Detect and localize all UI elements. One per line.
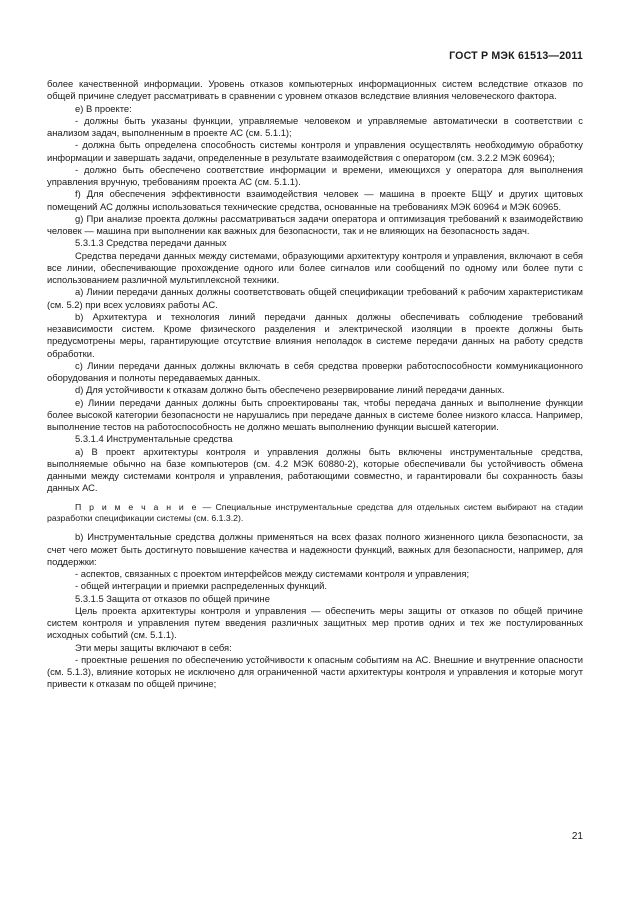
paragraph: - аспектов, связанных с проектом интерфейсов между системами контроля и управления; xyxy=(75,568,470,580)
paragraph: Цель проекта архитектуры контроля и управления — обеспечить меры защиты от отказов по общей причине систем контроля и управления путем введения различных защитных мер против одних и тех же постулированных исходных событий (см. 5.1.1). xyxy=(47,604,583,641)
paragraph: f) Для обеспечения эффективности взаимодействия человек — машина в проекте БЩУ и других щитовых помещений АС должны использоваться технические средства, основанные на требованиях МЭК 60964 и МЭК 60965. xyxy=(47,188,583,212)
paragraph: а) Линии передачи данных должны соответствовать общей спецификации требований к рабочим характеристикам (см. 5.2) при всех условиях работы АС. xyxy=(47,286,583,310)
paragraph: с) Линии передачи данных должны включать в себя средства проверки работоспособности коммуникационного оборудования и полноты передаваемых данных. xyxy=(47,359,583,383)
page-header: ГОСТ Р МЭК 61513—2011 xyxy=(449,50,583,62)
note xyxy=(47,502,583,525)
paragraph: - должны быть указаны функции, управляемые человеком и управляемые автоматически в соответствии с анализом задач, выполненным в проекте АС (см. 5.1.1); xyxy=(47,114,583,138)
paragraph: - общей интеграции и приемки распределенных функций. xyxy=(75,580,327,592)
page-number: 21 xyxy=(571,831,583,842)
paragraph: Средства передачи данных между системами, образующими архитектуру контроля и управления, включают в себя все линии, обеспечивающие прохождение одного или более сигналов или сообщений по одному или более пути с использованием различной мультиплексной техники. xyxy=(47,249,583,285)
paragraph: - проектные решения по обеспечению устойчивости к опасным событиям на АС. Внешние и внутренние опасности (см. 5.1.3), влияние которых не исключено для ограниченной части архитектуры контроля и управления и которые могут привести к отказам по общей причине; xyxy=(47,653,583,690)
paragraph: Эти меры защиты включают в себя: xyxy=(75,641,232,653)
paragraph-group xyxy=(47,78,583,495)
paragraph: - должна быть определена способность системы контроля и управления осуществлять необходимую обработку информации и завершать задачи, определенные в результате взаимодействия с оператором (см. 3.2.2 МЭК 60964); xyxy=(47,139,583,163)
paragraph: 5.3.1.5 Защита от отказов по общей причине xyxy=(75,592,270,604)
paragraph: е) Линии передачи данных должны быть спроектированы так, чтобы передача данных и выполнение функции более высокой категории безопасности не нарушались при передаче данных в системе более низкого класса. Например, выполнение тестов на работоспособность не должно мешать выполнению функции высшей категории. xyxy=(47,396,583,432)
paragraph: d) Для устойчивости к отказам должно быть обеспечено резервирование линий передачи данных. xyxy=(75,384,505,396)
note-text: — Специальные инструментальные средства для отдельных систем выбирают на стадии разработки спецификации системы (см. 6.1.3.2). xyxy=(47,501,583,523)
paragraph: b) Архитектура и технология линий передачи данных должны обеспечивать соблюдение требований независимости систем. Кроме физического разделения и электрической изоляции в проекте должны быть предусмотрены меры, гарантирующие отсутствие влияния неполадок в системе передачи данных на работу средств обработки. xyxy=(47,310,583,359)
paragraph: b) Инструментальные средства должны применяться на всех фазах полного жизненного цикла безопасности, за счет чего может быть достигнуто повышение качества и надежности функций, важных для безопасности, например, для поддержки: xyxy=(47,531,583,567)
paragraph: более качественной информации. Уровень отказов компьютерных информационных систем вследствие отказов по общей причине следует рассматривать в сравнении с уровнем отказов вследствие влияния человеческого фактора. xyxy=(47,78,583,102)
paragraph: а) В проект архитектуры контроля и управления должны быть включены инструментальные средства, выполняемые обычно на базе компьютеров (см. 4.2 МЭК 60880-2), которые обеспечивали бы устойчивость обмена данными между системами контроля и управления, работающими совместно, и гарантировали бы сохранность базы данных АС. xyxy=(47,445,583,494)
note-label: П р и м е ч а н и е xyxy=(75,501,199,512)
paragraph: g) При анализе проекта должны рассматриваться задачи оператора и оптимизация требований к взаимодействию человек — машина при выполнении как важных для безопасности, так и не влияющих на безопасность задач. xyxy=(47,212,583,236)
paragraph-group xyxy=(47,531,583,690)
paragraph: 5.3.1.4 Инструментальные средства xyxy=(75,433,233,445)
paragraph: е) В проекте: xyxy=(75,102,132,114)
note-paragraph xyxy=(47,502,583,525)
document-body xyxy=(47,78,583,691)
paragraph: 5.3.1.3 Средства передачи данных xyxy=(75,237,227,249)
paragraph: - должно быть обеспечено соответствие информации и времени, имеющихся у оператора для выполнения управления вручную, требованиям проекта АС (см. 5.1.1). xyxy=(47,163,583,187)
